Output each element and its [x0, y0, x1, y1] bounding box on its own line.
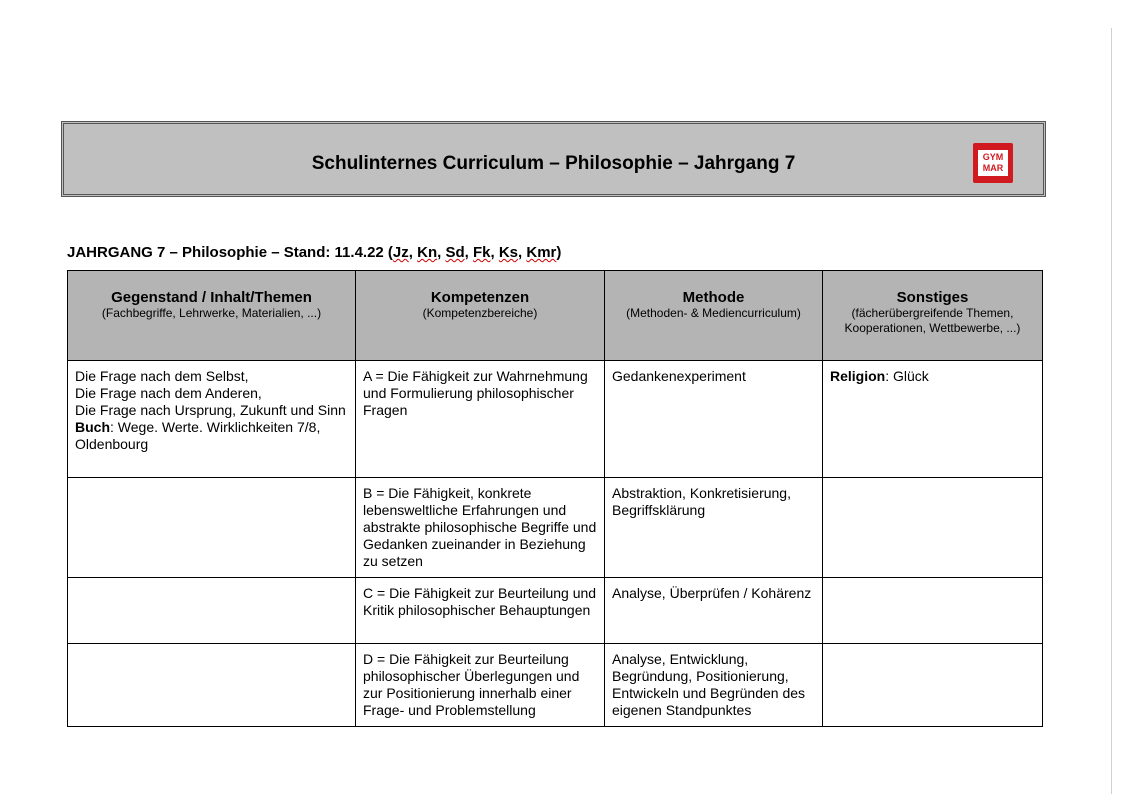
competence-cell: D = Die Fähigkeit zur Beurteilung philosophischer Überlegungen und zur Positionierung innerhalb einer Frage- und Problemstellung: [356, 644, 605, 727]
misc: : Glück: [885, 368, 929, 384]
author: Kn: [417, 244, 438, 261]
author: Jz: [392, 244, 409, 261]
author: Fk: [472, 244, 491, 261]
topics-cell: [68, 478, 356, 578]
header-title: Kompetenzen: [430, 289, 530, 306]
method-cell: Analyse, Überprüfen / Kohärenz: [605, 578, 823, 644]
header-title: Methode: [682, 289, 745, 306]
competence-cell: A = Die Fähigkeit zur Wahrnehmung und Formulierung philosophischer Fragen: [356, 361, 605, 478]
author: Ks: [498, 244, 519, 261]
competence-cell: B = Die Fähigkeit, konkrete lebensweltliche Erfahrungen und abstrakte philosophische Begriffe und Gedanken zueinander in Beziehung zu setzen: [356, 478, 605, 578]
competence-cell: C = Die Fähigkeit zur Beurteilung und Kritik philosophischer Behauptungen: [356, 578, 605, 644]
curriculum-table: [67, 270, 1043, 727]
header-sub: (Fachbegriffe, Lehrwerke, Materialien, ...): [101, 306, 322, 320]
misc-cell: [823, 478, 1043, 578]
table-row: [68, 478, 1043, 578]
logo-text-bottom: MAR: [982, 163, 1004, 173]
misc-cell: [823, 644, 1043, 727]
table-row: [68, 644, 1043, 727]
header-row: [68, 271, 1043, 361]
misc-cell: [823, 578, 1043, 644]
topics-cell: [68, 644, 356, 727]
author: Sd: [445, 244, 465, 261]
heading-suffix: ): [556, 244, 562, 261]
method-cell: Abstraktion, Konkretisierung, Begriffsklärung: [605, 478, 823, 578]
header-title: Gegenstand / Inhalt/Themen: [111, 289, 312, 306]
method-cell: Analyse, Entwicklung, Begründung, Positionierung, Entwickeln und Begründen des eigenen Standpunktes: [605, 644, 823, 727]
school-logo: [973, 143, 1013, 183]
topic: Die Frage nach dem Anderen,: [75, 385, 262, 401]
topics-cell: [68, 578, 356, 644]
header-sub: (Kompetenzbereiche): [422, 306, 538, 320]
header-cell: [68, 271, 356, 361]
book: : Wege. Werte. Wirklichkeiten 7/8, Oldenbourg: [75, 419, 321, 452]
topic: Die Frage nach dem Selbst,: [75, 368, 249, 384]
table-row: [68, 361, 1043, 478]
header-sub: (fächerübergreifende Themen, Kooperationen, Wettbewerbe, ...): [844, 306, 1021, 335]
heading-prefix: JAHRGANG 7 – Philosophie – Stand: 11.4.22 (: [67, 244, 393, 261]
header-cell: [356, 271, 605, 361]
method-cell: Gedankenexperiment: [605, 361, 823, 478]
logo-text-top: GYM: [982, 152, 1004, 162]
document-title: Schulinternes Curriculum – Philosophie – Jahrgang 7: [311, 153, 796, 174]
misc-label: Religion: [830, 368, 886, 384]
section-heading: JAHRGANG 7 – Philosophie – Stand: 11.4.22 (Jz, Kn, Sd, Fk, Ks, Kmr): [67, 244, 562, 261]
header-title: Sonstiges: [896, 289, 969, 306]
misc-cell: [823, 361, 1043, 478]
table-row: [68, 578, 1043, 644]
page-edge: [1111, 28, 1112, 794]
header-sub: (Methoden- & Mediencurriculum): [626, 306, 801, 320]
header-cell: [605, 271, 823, 361]
topics-cell: [68, 361, 356, 478]
topic: Die Frage nach Ursprung, Zukunft und Sinn: [75, 402, 346, 418]
author: Kmr: [526, 244, 557, 261]
title-box: [61, 121, 1046, 197]
book-label: Buch: [75, 419, 110, 435]
header-cell: [823, 271, 1043, 361]
